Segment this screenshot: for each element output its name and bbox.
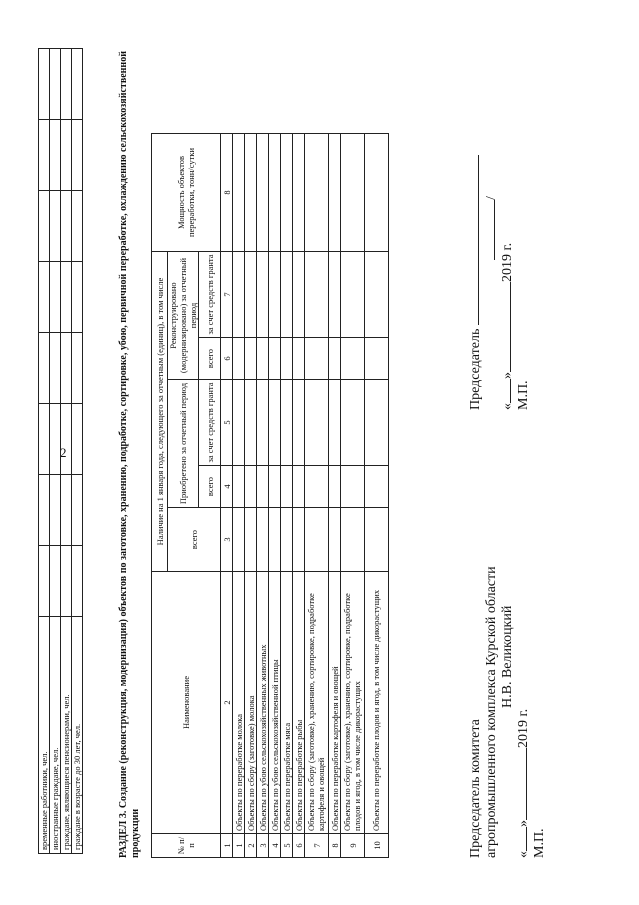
col-number: 6 (221, 338, 233, 380)
header-recon-total: всего (199, 338, 221, 380)
signature-year: 2019 г. (500, 242, 515, 282)
signer-name: Н.В. Великоцкий (500, 605, 515, 708)
header-name: Наименование (152, 572, 221, 834)
row-name: Объекты по переработке мяса (281, 572, 293, 834)
row-name: Объекты по убою сельскохозяйственной птицы (269, 572, 281, 834)
row-name: Объекты по переработке плодов и ягод, в том числе дикорастущих (365, 572, 389, 834)
row-name: Объекты по переработке молока (233, 572, 245, 834)
section-heading: РАЗДЕЛ 3. Создание (реконструкция, модернизация) объектов по заготовке, хранению, подработке, сортировке, убою, первичной переработке, охлаждению сельскохозяйственной продукции (118, 51, 141, 858)
row-label: граждане в возрасте до 30 лет, чел. (72, 617, 83, 854)
row-number: 9 (341, 834, 365, 858)
header-acquired-total: всего (199, 466, 221, 508)
employee-categories-table (38, 48, 83, 854)
row-name: Объекты по переработке рыбы (293, 572, 305, 834)
table-row (233, 134, 245, 858)
row-number: 3 (257, 834, 269, 858)
quote-open: « (500, 403, 515, 410)
header-acquired: Приобретено за отчетный период (168, 380, 199, 508)
table-row (257, 134, 269, 858)
column-numbers-row (221, 134, 233, 858)
signature-year: 2019 г. (516, 708, 531, 748)
row-number: 5 (281, 834, 293, 858)
row-number: 6 (293, 834, 305, 858)
table-row (61, 49, 72, 854)
row-number: 7 (305, 834, 329, 858)
row-name: Объекты по убою сельскохозяйственных животных (257, 572, 269, 834)
table-row (365, 134, 389, 858)
page-number: 2 (60, 445, 67, 460)
col-number: 7 (221, 252, 233, 338)
objects-table (151, 133, 389, 858)
header-total: всего (168, 508, 221, 572)
col-number: 1 (221, 834, 233, 858)
row-number: 2 (245, 834, 257, 858)
stamp-label: М.П. (532, 828, 547, 858)
stamp-label: М.П. (516, 380, 531, 410)
table-row (39, 49, 50, 854)
row-number: 1 (233, 834, 245, 858)
signer-title-line1: Председатель комитета (468, 719, 483, 858)
header-capacity: Мощность объектов переработки, тонн/сутки (152, 134, 221, 252)
row-name: Объекты по переработке картофеля и овощей (329, 572, 341, 834)
table-row (305, 134, 329, 858)
row-label: временные работники, чел. (39, 617, 50, 854)
row-name: Объекты по сбору (заготовке) молока (245, 572, 257, 834)
quote-close: » (516, 820, 531, 827)
col-number: 5 (221, 380, 233, 466)
table-row (50, 49, 61, 854)
col-number: 8 (221, 134, 233, 252)
row-name: Объекты по сбору (заготовке), хранению, сортировке, подработке плодов и ягод, в том числе дикорастущих (341, 572, 365, 834)
col-number: 4 (221, 466, 233, 508)
row-label: граждане, являющиеся пенсионерами, чел. (61, 617, 72, 854)
signature-block-right (468, 155, 532, 410)
signer-title: Председатель (468, 328, 483, 410)
quote-open: « (516, 851, 531, 858)
rotated-page-content (18, 20, 618, 880)
col-number: 2 (221, 572, 233, 834)
signer-title-line2: агропромышленного комплекса Курской области (484, 566, 499, 858)
header-presence: Наличие на 1 января года, следующего за отчетным (единиц), в том числе (152, 252, 168, 572)
header-num: № п/п (152, 834, 221, 858)
row-label: иностранные граждане, чел. (50, 617, 61, 854)
row-name: Объекты по сбору (заготовке), хранению, сортировке, подработке картофеля и овощей (305, 572, 329, 834)
table-row (72, 49, 83, 854)
header-recon-grant: за счет средств гранта (199, 252, 221, 338)
row-number: 10 (365, 834, 389, 858)
table-row (293, 134, 305, 858)
quote-close: » (500, 372, 515, 379)
signature-block-left (468, 566, 548, 858)
table-row (245, 134, 257, 858)
table-row (329, 134, 341, 858)
row-number: 4 (269, 834, 281, 858)
col-number: 3 (221, 508, 233, 572)
slash: / (484, 196, 499, 200)
table-row (269, 134, 281, 858)
table-row (281, 134, 293, 858)
row-number: 8 (329, 834, 341, 858)
header-reconstructed: Реконструировано (модернизировано) за отчетный период (168, 252, 199, 380)
header-acquired-grant: за счет средств гранта (199, 380, 221, 466)
table-row (341, 134, 365, 858)
